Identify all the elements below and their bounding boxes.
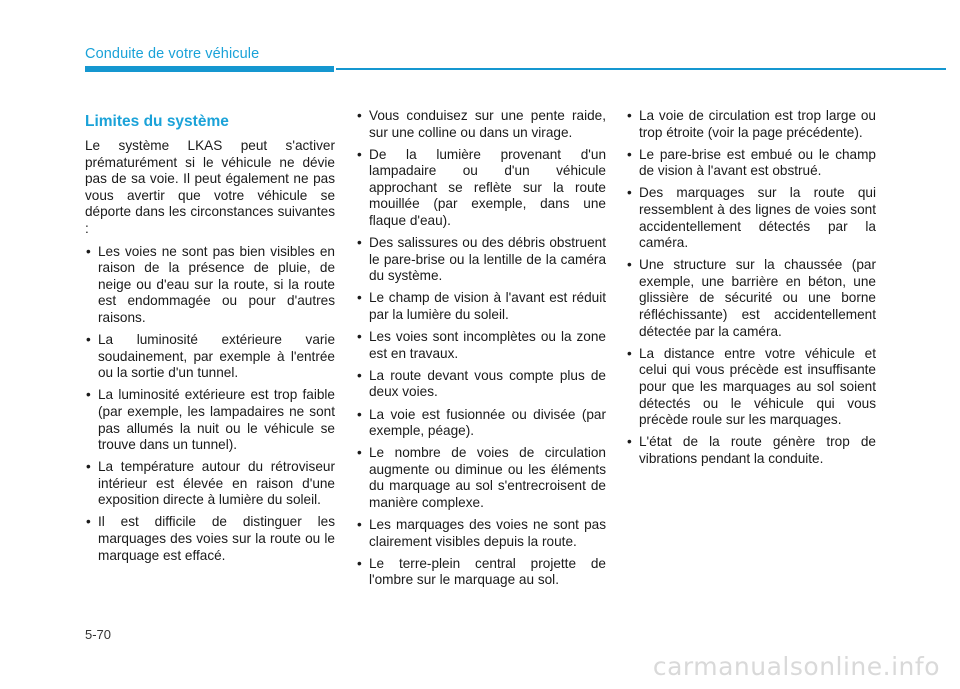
list-item: • Les marquages des voies ne sont pas clairement visibles depuis la route. [356,517,606,550]
list-item: • Il est difficile de distinguer les marquages des voies sur la route ou le marquage est effacé. [85,514,335,564]
page-number: 5-70 [85,627,112,642]
list-item: • De la lumière provenant d'un lampadaire ou d'un véhicule approchant se reflète sur la route mouillée (par exemple, dans une flaque d'eau). [356,147,606,230]
list-item: • Le champ de vision à l'avant est réduit par la lumière du soleil. [356,290,606,323]
list-item: • Les voies sont incomplètes ou la zone est en travaux. [356,329,606,362]
watermark-text: carmanualsonline.info [652,652,940,681]
list-item: • La route devant vous compte plus de deux voies. [356,368,606,401]
header-rule-thick [85,66,334,72]
column-3 [626,108,876,473]
list-item: • Une structure sur la chaussée (par exemple, une barrière en béton, une glissière de sécurité ou une borne réfléchissante) est accidentellement détectée par la caméra. [626,257,876,340]
list-item: • Des salissures ou des débris obstruent le pare-brise ou la lentille de la caméra du système. [356,235,606,285]
list-item: • Des marquages sur la route qui ressemblent à des lignes de voies sont accidentellement détectés par la caméra. [626,185,876,251]
list-item: • Le pare-brise est embué ou le champ de vision à l'avant est obstrué. [626,147,876,180]
list-item: • La voie de circulation est trop large ou trop étroite (voir la page précédente). [626,108,876,141]
intro-paragraph: Le système LKAS peut s'activer prématurément si le véhicule ne dévie pas de sa voie. Il peut également ne pas vous avertir que votre véhicule se déporte dans les circonstances suivantes : [85,138,335,236]
list-item: • L'état de la route génère trop de vibrations pendant la conduite. [626,434,876,467]
bullet-list-2 [356,108,606,589]
list-item: • La voie est fusionnée ou divisée (par exemple, péage). [356,407,606,440]
list-item: • Les voies ne sont pas bien visibles en raison de la présence de pluie, de neige ou d'eau sur la route, si la route est endommagée ou pour d'autres raisons. [85,244,335,327]
system-limits-heading: Limites du système [85,113,229,130]
header-rule-thin [336,68,946,70]
list-item: • Vous conduisez sur une pente raide, sur une colline ou dans un virage. [356,108,606,141]
bullet-list-3 [626,108,876,467]
column-2 [356,108,606,594]
list-item: • Le terre-plein central projette de l'ombre sur le marquage au sol. [356,556,606,589]
section-title: Conduite de votre véhicule [85,46,260,62]
list-item: • La luminosité extérieure varie soudainement, par exemple à l'entrée ou la sortie d'un tunnel. [85,332,335,382]
list-item: • Le nombre de voies de circulation augmente ou diminue ou les éléments du marquage au sol s'entrecroisent de manière complexe. [356,445,606,511]
bullet-list-1 [85,244,335,565]
list-item: • La luminosité extérieure est trop faible (par exemple, les lampadaires ne sont pas allumés la nuit ou le véhicule se trouve dans un tunnel). [85,387,335,453]
list-item: • La température autour du rétroviseur intérieur est élevée en raison d'une exposition directe à lumière du soleil. [85,459,335,509]
column-1 [85,108,335,570]
list-item: • La distance entre votre véhicule et celui qui vous précède est insuffisante pour que les marquages au sol soient détectés ou le véhicule qui vous précède roule sur les marquages. [626,346,876,429]
